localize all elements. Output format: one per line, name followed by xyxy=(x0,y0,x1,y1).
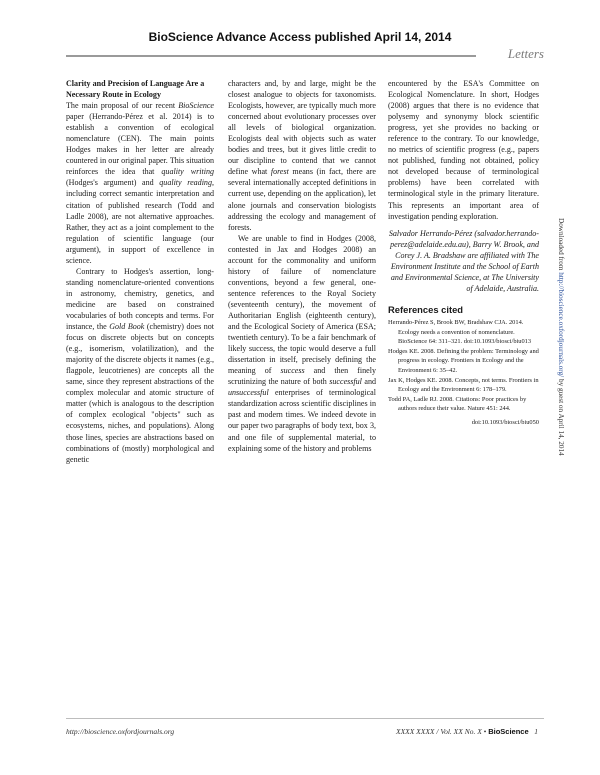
reference-item: Todd PA, Ladle RJ. 2008. Citations: Poor practices by authors reduce their value. Nature 451: 244. xyxy=(388,395,527,413)
download-prefix: Downloaded from xyxy=(557,218,565,273)
issue-label: XXXX XXXX / Vol. XX No. X • xyxy=(395,727,489,736)
article-title: Clarity and Precision of Language Are a Necessary Route in Ecology xyxy=(66,79,205,100)
paragraph xyxy=(66,266,214,465)
text-run: and xyxy=(361,377,376,387)
download-suffix: by guest on April 14, 2014 xyxy=(557,377,565,456)
footer-issue-info xyxy=(396,727,538,736)
column-3 xyxy=(388,78,539,428)
paragraph xyxy=(388,78,539,222)
download-notice-text xyxy=(557,218,565,456)
author-signature: Salvador Herrando-Pérez (salvador.herrando-perez@adelaide.edu.au), Barry W. Brook, and Corey J. A. Bradshaw are affiliated with The Environment Institute and the School of Earth and Environmental Science, at The University of Adelaide, Australia. xyxy=(388,228,539,293)
running-header: BioScience Advance Access published April 14, 2014 xyxy=(148,30,452,44)
text-run: , including correct semantic interpretation and citation of published research (Todd and Ladle 2008), are not alternative approaches. Rather, they act as a joint complement to the regulation of scientific language (our argument), in support of excellence in science. xyxy=(66,178,214,265)
reference-item: Hodges KE. 2008. Defining the problem: Terminology and progress in ecology. Frontiers in Ecology and the Environment 6: 35–42. xyxy=(388,347,539,374)
text-run: Contrary to Hodges's assertion, long-standing nomenclature-oriented conventions in astronomy, chemistry, genetics, and medicine are based on constrained vocabularies of both concepts and terms. For instance, the xyxy=(66,266,214,332)
text-run: characters and, by and large, might be the closest analogue to objects for taxonomists. Ecologists, however, are typically much more concerned about evolutionary processes over all levels of biological organization. Ecologists deal with objects such as water bodies and trees, but it gives little credit to our discipline to contend that we cannot define what xyxy=(228,79,376,177)
paragraph xyxy=(228,233,376,454)
text-run: enterprises of terminological standardization across scientific disciplines in past and modern times. We indeed devote in our paper two paragraphs of body text, box 3, and one file of supplemental material, to explaining some of the history and problems xyxy=(228,388,376,453)
italic-text: success xyxy=(280,366,305,376)
italic-text: unsuccessful xyxy=(228,388,269,398)
italic-text: successful xyxy=(329,377,362,387)
section-label: Letters xyxy=(507,46,544,61)
text-run: means (in fact, there are several internationally accepted definitions in current use, depending on the application), let alone journals and conservation biologists addressing the ecology and management of forests. xyxy=(228,167,377,232)
paragraph xyxy=(228,78,376,233)
reference-list xyxy=(388,318,539,414)
italic-text: Gold Book xyxy=(109,322,145,332)
section-banner xyxy=(66,46,544,61)
page-number: 1 xyxy=(534,727,538,736)
paragraph xyxy=(66,100,214,266)
references-heading: References cited xyxy=(388,303,464,315)
text-run: encountered by the ESA's Committee on Ecological Nomenclature. In short, Hodges (2008) argues that there is no evidence that polysemy and synonymy block scientific progress, yet she provides no backing or reference to the contrary. To our knowledge, no metrics of scientific progress (e.g., papers not published, funding not obtained, policy not developed because of terminological problems) have been correlated with terminological style in the primary literature. This represents an important area of investigation pending exploration. xyxy=(388,79,539,221)
text-run: paper (Herrando-Pérez et al. 2014) is to establish a convention of ecological nomenclature (CEN). The main points Hodges makes in her letter are already countered in our original paper. This situation reinforces the idea that xyxy=(66,112,214,177)
text-run: and then finely scrutinizing the nature of both xyxy=(228,366,377,387)
column-1 xyxy=(66,78,214,465)
text-run: The main proposal of our recent xyxy=(66,101,179,111)
reference-item: Jax K, Hodges KE. 2008. Concepts, not terms. Frontiers in Ecology and the Environment 6: 178–179. xyxy=(388,376,539,394)
footer-rule xyxy=(66,718,544,719)
italic-text: quality reading xyxy=(159,178,212,188)
section-rule xyxy=(66,55,476,57)
journal-name: BioScience xyxy=(488,727,529,736)
reference-item: Herrando-Pérez S, Brook BW, Bradshaw CJA. 2014. Ecology needs a convention of nomenclature. BioScience 64: 311–321. doi:10.1093/biosci/biu013 xyxy=(388,318,532,346)
column-2 xyxy=(228,78,376,454)
text-run: (Hodges's argument) and xyxy=(66,178,160,188)
text-run: (chemistry) does not focus on discrete objects but on concepts (e.g., isomerism, volatilization), and the majority of the discrete objects it names (e.g., flagpole, leucotrienes) are concepts all the same, since they represent abstractions of the complex molecular and atomic structure of matter (which is analogous to the description of complex ecological "objects" such as ecosystems, niches, and populations). Along those lines, species are abstractions based on combinations of (mostly) morphological and genetic xyxy=(66,322,214,464)
italic-text: quality writing xyxy=(161,167,214,177)
download-notice xyxy=(549,218,565,648)
italic-text: BioScience xyxy=(178,101,214,111)
article-doi: doi:10.1093/biosci/biu050 xyxy=(471,418,539,426)
italic-text: forest xyxy=(270,167,289,177)
journal-link[interactable]: http://bioscience.oxfordjournals.org/ xyxy=(557,272,565,378)
footer-url[interactable]: http://bioscience.oxfordjournals.org xyxy=(66,727,175,736)
text-run: We are unable to find in Hodges (2008, contested in Jax and Hodges 2008) an account for the commonality and uniform history of failure of nomenclature conventions, beyond a few general, one-sentence references to the Royal Society (seventeenth century), the movement of Authoritarian English (eighteenth century), and the Ecological Society of America (ESA; twentieth century). To be a fair benchmark of likely success, the topic would deserve a full dissertation in itself, precisely defining the meaning of xyxy=(228,233,376,376)
